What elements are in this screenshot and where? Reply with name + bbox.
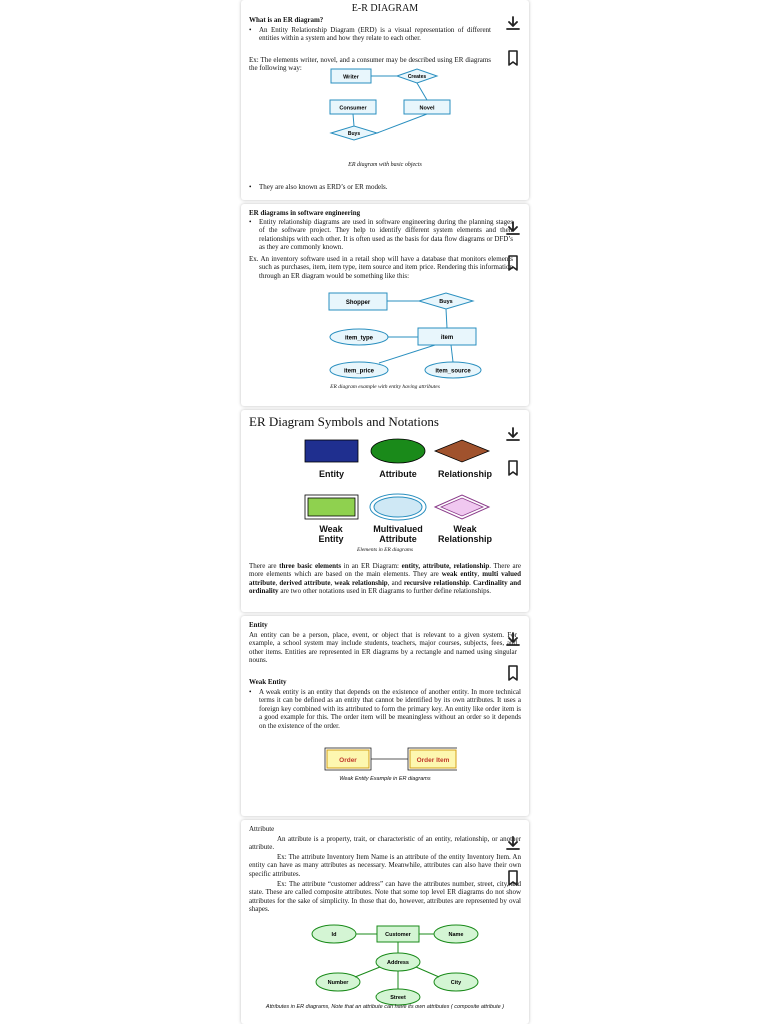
section-title: ER Diagram Symbols and Notations	[249, 414, 439, 429]
section-heading: ER diagrams in software engineering	[249, 209, 361, 217]
label-relationship: Relationship	[437, 469, 492, 479]
label-item-price: item_price	[343, 368, 375, 375]
label-id: Id	[331, 932, 337, 938]
label-street: Street	[390, 995, 406, 1001]
bookmark-icon	[503, 868, 523, 888]
label-number: Number	[327, 980, 349, 986]
section-heading: Attribute	[249, 825, 275, 833]
label-buys: Buys	[347, 131, 361, 137]
bullet-text: • Entity relationship diagrams are used in software engineering during the planning stages of the software project. They help to identify different system elements and their relationships with each other. It is often used as the basis for data flow diagrams or DFD’s as they are commonly known.	[249, 218, 513, 252]
bookmark-button[interactable]	[503, 458, 523, 478]
label-customer: Customer	[385, 932, 411, 938]
paragraph-2: Ex: The attribute Inventory Item Name is an attribute of the entity Inventory Item. An entity can have as many attributes as necessary. Meanwhile, attributes can also have their own specific attributes.	[249, 853, 521, 878]
symbol-attribute	[371, 439, 425, 463]
label-item-type: item_type	[344, 335, 374, 342]
figure-caption: ER diagram example with entity having attributes	[330, 384, 440, 390]
download-icon	[503, 425, 523, 445]
bookmark-icon	[503, 458, 523, 478]
label-name: Name	[448, 932, 464, 938]
download-button[interactable]	[503, 425, 523, 445]
entity-text: An entity can be a person, place, event, or object that is relevant to a given system. For example, a school system may include students, teachers, major courses, subjects, fees, and other items. Entities are represented in ER diagrams by a rectangle and named using singular nouns.	[249, 631, 517, 665]
download-icon	[503, 14, 523, 34]
figure-caption: Elements in ER diagrams	[356, 547, 414, 553]
bullet-text: • An Entity Relationship Diagram (ERD) is a visual representation of different entities within a system and how they relate to each other.	[249, 26, 491, 43]
bookmark-button[interactable]	[503, 48, 523, 68]
label-novel: Novel	[419, 105, 435, 112]
section-heading: Entity	[249, 621, 268, 629]
section-heading: Weak Entity	[249, 678, 287, 686]
attribute-diagram	[305, 918, 485, 1006]
bookmark-button[interactable]	[503, 663, 523, 683]
label-city: City	[450, 980, 462, 986]
label-weak-entity: Weak Entity	[318, 524, 344, 544]
download-icon	[503, 630, 523, 650]
symbol-entity	[305, 440, 358, 462]
label-attribute: Attribute	[379, 469, 417, 479]
page-4	[241, 616, 529, 816]
weak-entity-diagram	[317, 746, 457, 774]
page-title: E-R DIAGRAM	[351, 3, 419, 14]
bookmark-icon	[503, 48, 523, 68]
label-order: Order	[339, 757, 357, 764]
page-3	[241, 410, 529, 612]
er-symbols	[295, 438, 495, 523]
page-2	[241, 204, 529, 406]
example-text: Ex. An inventory software used in a retail shop will have a database that monitors elements such as purchases, item, item type, item source and item price. Rendering this information through an ER diagram would be something like this:	[249, 255, 513, 280]
download-button[interactable]	[503, 219, 523, 239]
bookmark-button[interactable]	[503, 868, 523, 888]
label-creates: Creates	[407, 74, 427, 80]
body-text: There are three basic elements in an ER Diagram: entity, attribute, relationship. There are more elements which are based on the main elements. They are weak entity, multi valued attribute, derived attribute, weak relationship, and recursive relationship. Cardinality and ordinality are two other notations used in ER diagrams to further define relationships.	[249, 562, 522, 596]
bullet-text: • They are also known as ERD’s or ER models.	[249, 183, 521, 191]
download-icon	[503, 834, 523, 854]
label-consumer: Consumer	[339, 105, 367, 112]
label-entity: Entity	[318, 469, 344, 479]
label-item-source: item_source	[435, 368, 471, 375]
example-text: Ex: The elements writer, novel, and a consumer may be described using ER diagrams the following way:	[249, 56, 491, 73]
figure-caption: Attributes in ER diagrams, Note that an attribute can have its own attributes ( composite attribute )	[265, 1004, 505, 1010]
label-writer: Writer	[343, 74, 359, 81]
label-multivalued: Multivalued Attribute	[373, 524, 423, 544]
label-shopper: Shopper	[345, 300, 371, 306]
download-button[interactable]	[503, 14, 523, 34]
label-order-item: Order Item	[416, 757, 450, 764]
page-5	[241, 820, 529, 1024]
download-button[interactable]	[503, 630, 523, 650]
download-icon	[503, 219, 523, 239]
label-item: item	[440, 335, 454, 341]
bookmark-button[interactable]	[503, 253, 523, 273]
download-button[interactable]	[503, 834, 523, 854]
label-buys: Buys	[439, 299, 453, 305]
bullet-text: • A weak entity is an entity that depends on the existence of another entity. In more technical terms it can be defined as an entity that cannot be identified by its own attributes. It uses a foreign key combined with its attributed to form the primary key. An entity like order item is a good example for this. The order item will be meaningless without an order so it depends on the existence of the order.	[249, 688, 521, 730]
figure-caption: Weak Entity Example in ER diagrams	[339, 776, 431, 782]
label-address: Address	[386, 960, 410, 966]
bookmark-icon	[503, 253, 523, 273]
symbol-relationship	[435, 440, 489, 462]
figure-caption: ER diagram with basic objects	[348, 162, 422, 168]
er-diagram-inventory	[327, 290, 487, 382]
section-heading: What is an ER diagram?	[249, 16, 324, 24]
paragraph-1: An attribute is a property, trait, or characteristic of an entity, relationship, or another attribute.	[249, 835, 521, 852]
bookmark-icon	[503, 663, 523, 683]
label-weak-relationship: Weak Relationship	[437, 524, 492, 544]
er-diagram-basic	[319, 66, 459, 146]
page-1	[241, 0, 529, 200]
paragraph-3: Ex: The attribute “customer address” can have the attributes number, street, city, and state. These are called composite attributes. Note that some top level ER diagrams do not show attributes for the sake of simplicity. In those that do, however, attributes are represented by oval shapes.	[249, 880, 521, 914]
